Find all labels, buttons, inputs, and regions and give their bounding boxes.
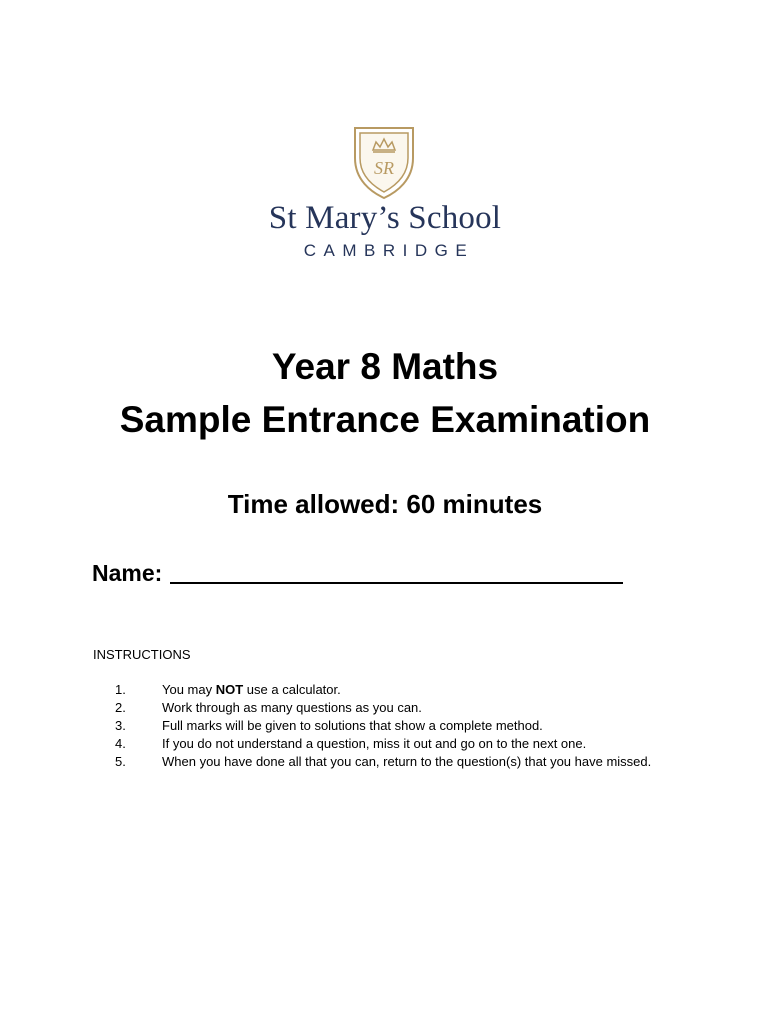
school-city: CAMBRIDGE (303, 241, 475, 260)
instructions-list (0, 681, 770, 771)
item-text: Work through as many questions as you can. (162, 700, 422, 715)
school-name: St Mary’s School (268, 200, 502, 236)
time-allowed: Time allowed: 60 minutes (227, 489, 543, 519)
list-item (0, 717, 770, 735)
item-text: When you have done all that you can, return to the question(s) that you have missed. (162, 754, 652, 769)
exam-title: Year 8 Maths (271, 346, 499, 387)
item-number: 4. (115, 736, 126, 751)
name-field (92, 560, 623, 587)
item-text (162, 681, 662, 699)
list-item (0, 699, 770, 717)
item-number: 5. (115, 754, 126, 769)
item-text: If you do not understand a question, miss it out and go on to the next one. (162, 736, 587, 751)
item-text: Full marks will be given to solutions that show a complete method. (162, 718, 543, 733)
item-text-post: use a calculator. (243, 682, 341, 697)
crest-logo (351, 122, 417, 200)
name-label: Name: (92, 560, 163, 586)
svg-text:SR: SR (374, 158, 394, 178)
item-number: 2. (115, 700, 126, 715)
instructions-heading: INSTRUCTIONS (93, 647, 191, 662)
item-number: 1. (115, 682, 126, 697)
exam-subtitle: Sample Entrance Examination (119, 399, 651, 440)
item-text-pre: You may (162, 682, 216, 697)
list-item (0, 753, 770, 771)
name-input-line[interactable] (170, 581, 623, 584)
list-item (0, 681, 770, 699)
item-number: 3. (115, 718, 126, 733)
list-item (0, 735, 770, 753)
item-emphasis: NOT (215, 682, 244, 697)
